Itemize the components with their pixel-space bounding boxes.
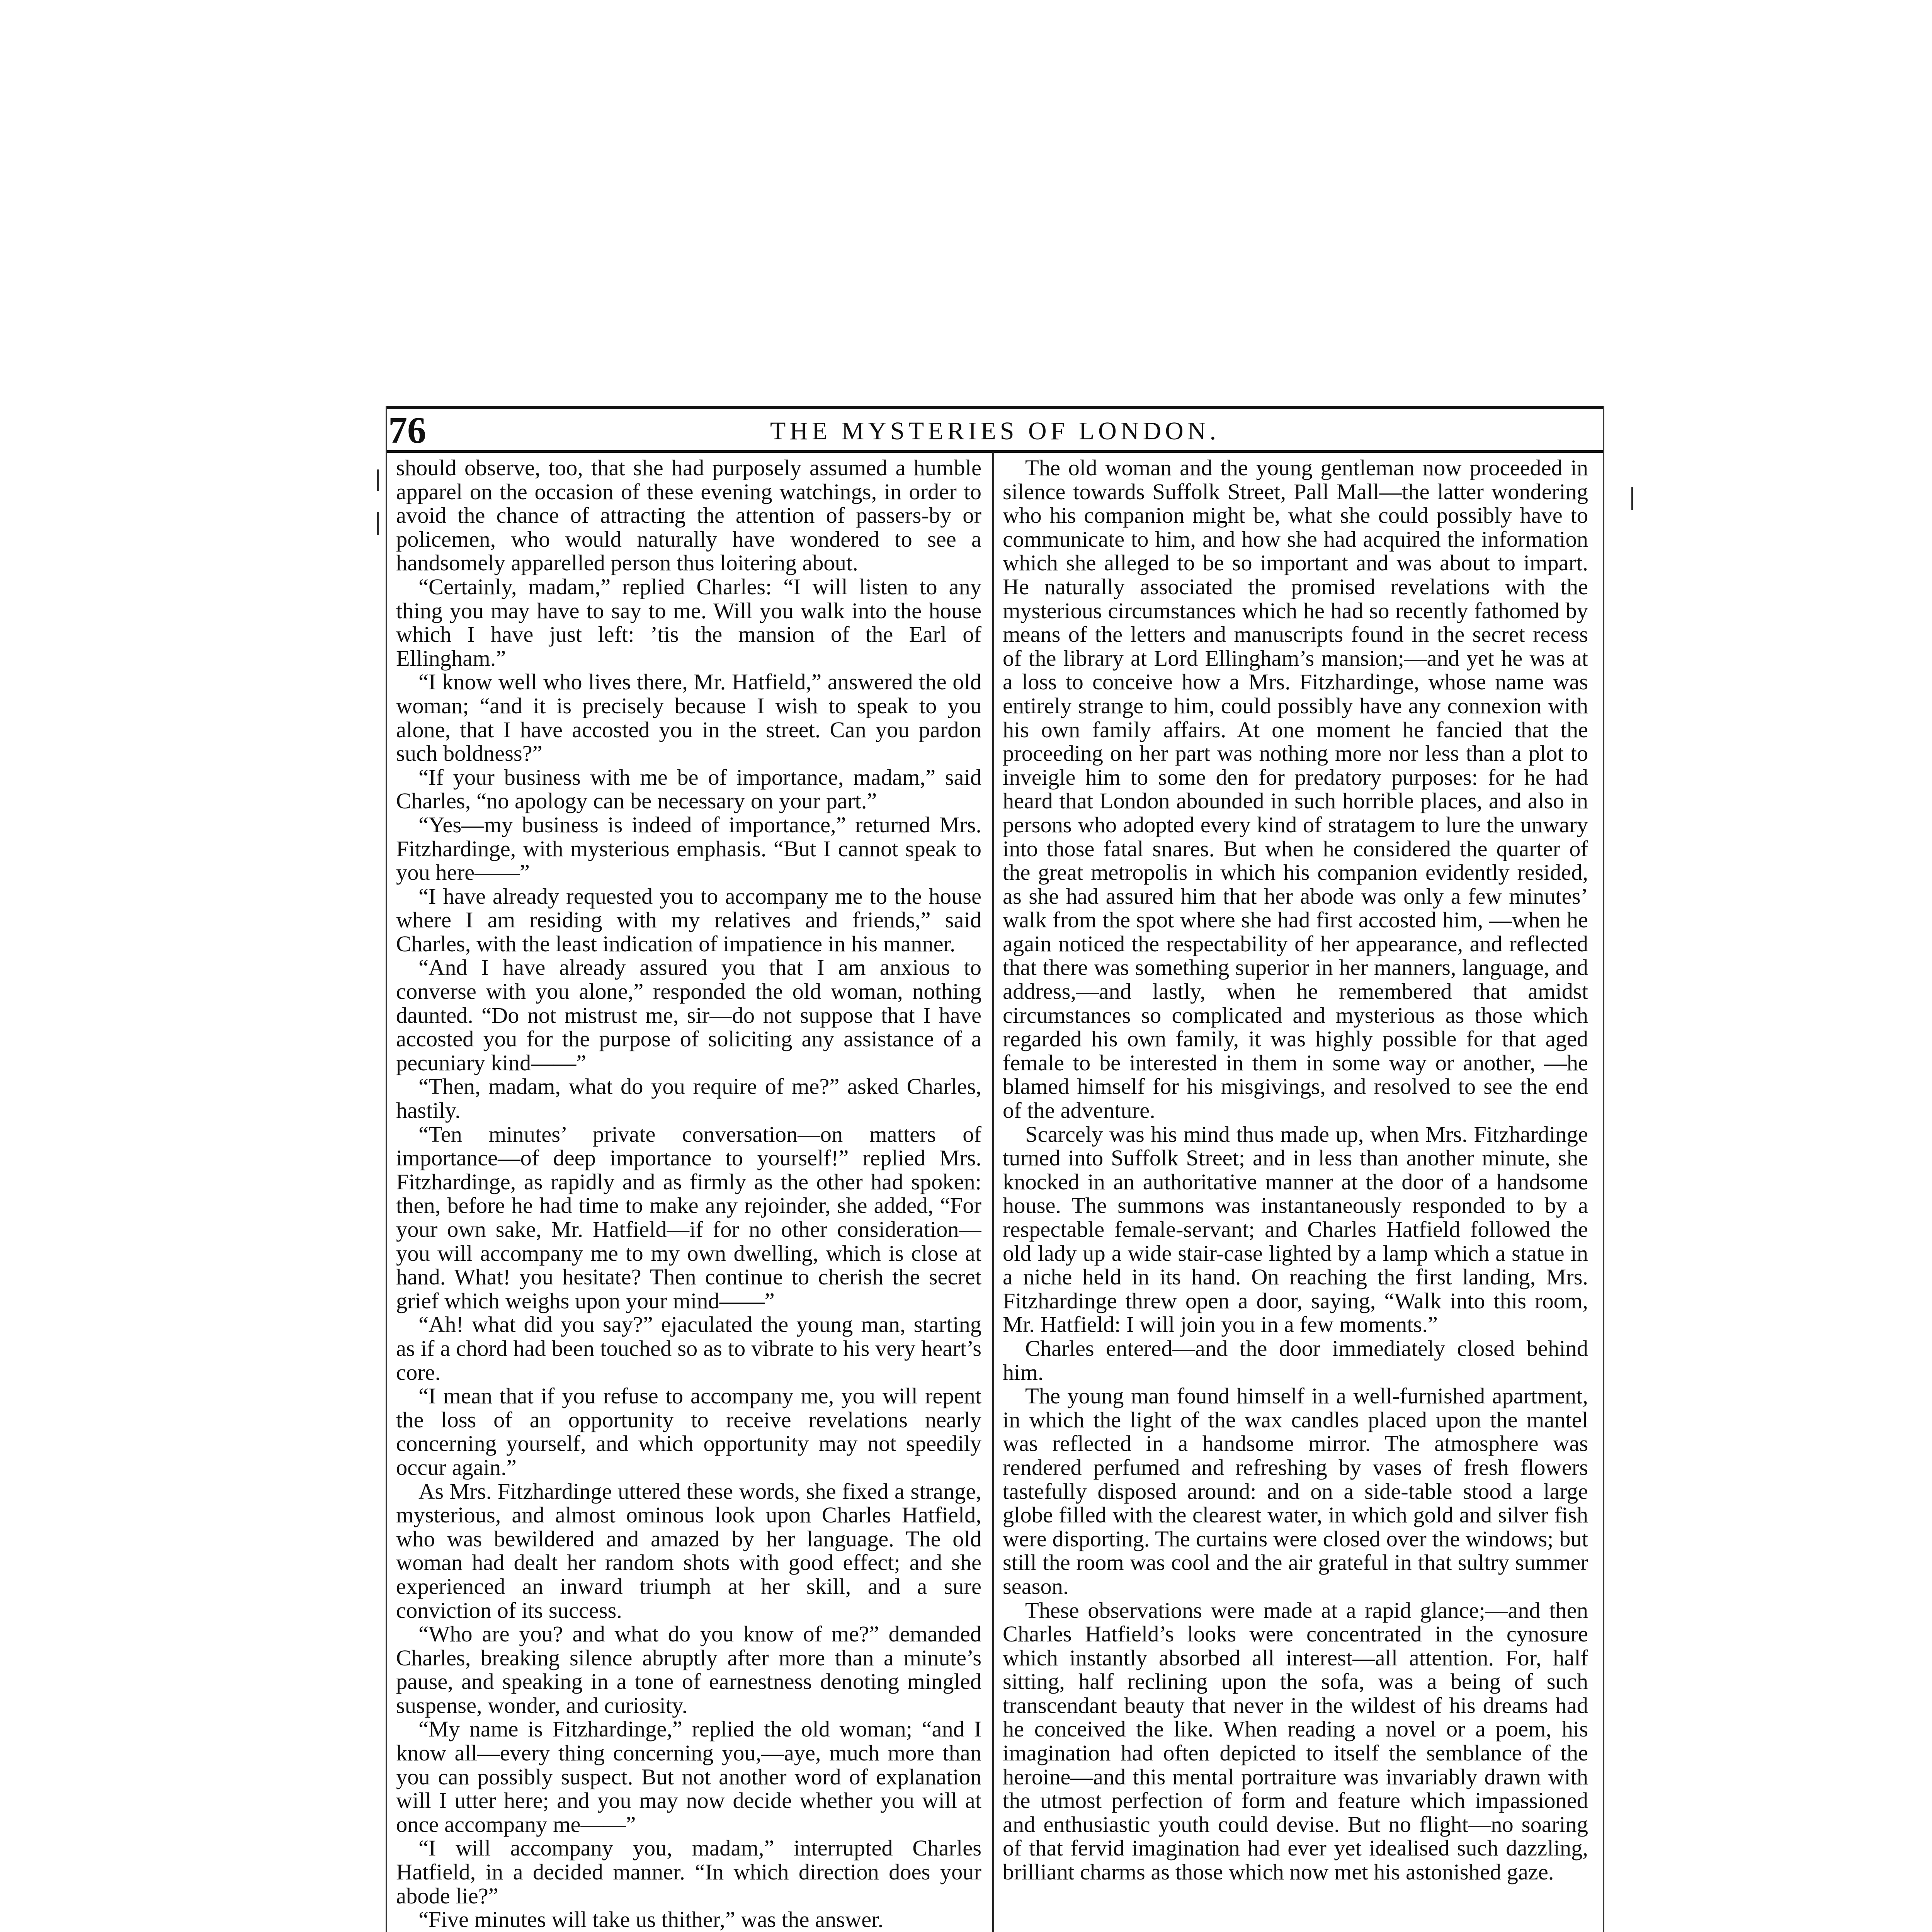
paragraph: The old woman and the young gentleman now proceeded in silence towards Suffolk Street, Pall Mall—the latter wondering who his companion might be, what she could possibly have to communicate to him, and how she had acquired the information which she alleged to be so important and was about to impart. He naturally associated the promised revelations with the mysterious circumstances which he had so recently fathomed by means of the letters and manuscripts found in the secret recess of the library at Lord Ellingham’s mansion;—and yet he was at a loss to conceive how a Mrs. Fitzhardinge, whose name was entirely strange to him, could possibly have any connexion with his own family affairs. At one moment he fancied that the proceeding on her part was nothing more nor less than a plot to inveigle him to some den for predatory purposes: for he had heard that London abounded in such horrible places, and also in persons who adopted every kind of stratagem to lure the unwary into those fatal snares. But when he considered the quarter of the great metropolis in which his companion evidently resided, as she had assured him that her abode was only a few minutes’ walk from the spot where she had first accosted him, —when he again noticed the respectability of her appearance, and reflected that there was something superior in her manners, language, and address,—and lastly, when he remembered that amidst circumstances so complicated and mysterious as those which regarded his own family, it was highly possible for that aged female to be interested in them in some way or another, —he blamed himself for his misgivings, and resolved to see the end of the adventure. <box>1003 456 1588 1123</box>
paragraph: “If your business with me be of importance, madam,” said Charles, “no apology can be necessary on your part.” <box>396 764 981 814</box>
paragraph: “I mean that if you refuse to accompany me, you will repent the loss of an opportunity to receive revelations nearly concerning yourself, and which opportunity may not speedily occur again.” <box>396 1383 981 1480</box>
header-rule-top <box>386 406 1604 409</box>
paragraph: “I have already requested you to accompany me to the house where I am residing with my relatives and friends,” said Charles, with the least indication of impatience in his manner. <box>396 883 981 956</box>
page-frame-right <box>1603 406 1604 1932</box>
page-number: 76 <box>388 410 426 451</box>
margin-mark <box>377 512 379 535</box>
paragraph: “Certainly, madam,” replied Charles: “I will listen to any thing you may have to say to me. Will you walk into the house which I have just left: ’tis the mansion of the Earl of Ellingham.” <box>396 574 981 671</box>
paragraph: As Mrs. Fitzhardinge uttered these words, she fixed a strange, mysterious, and almost ominous look upon Charles Hatfield, who was bewildered and amazed by her language. The old woman had dealt her random shots with good effect; and she experienced an inward triumph at her skill, and a sure conviction of its success. <box>396 1478 981 1623</box>
header-rule-bottom <box>386 450 1604 453</box>
paragraph: “Yes—my business is indeed of importance,” returned Mrs. Fitzhardinge, with mysterious emphasis. “But I cannot speak to you here——” <box>396 812 981 885</box>
margin-mark <box>377 469 379 491</box>
margin-mark <box>1631 487 1633 510</box>
paragraph: Scarcely was his mind thus made up, when Mrs. Fitzhardinge turned into Suffolk Street; and in less than another minute, she knocked in an authoritative manner at the door of a handsome house. The summons was instantaneously responded to by a respectable female-servant; and Charles Hatfield followed the old lady up a wide stair-case lighted by a lamp which a statue in a niche held in its hand. On reaching the first landing, Mrs. Fitzhardinge threw open a door, saying, “Walk into this room, Mr. Hatfield: I will join you in a few moments.” <box>1003 1121 1588 1337</box>
paragraph: “Ah! what did you say?” ejaculated the young man, starting as if a chord had been touched so as to vibrate to his very heart’s core. <box>396 1312 981 1385</box>
paragraph: “Ten minutes’ private conversation—on matters of importance—of deep importance to yourself!” replied Mrs. Fitzhardinge, as rapidly and as firmly as the other had spoken: then, before he had time to make any rejoinder, she added, “For your own sake, Mr. Hatfield—if for no other consideration—you will accompany me to my own dwelling, which is close at hand. What! you hesitate? Then continue to cherish the secret grief which weighs upon your mind——” <box>396 1121 981 1313</box>
paragraph: “And I have already assured you that I am anxious to converse with you alone,” responded the old woman, nothing daunted. “Do not mistrust me, sir—do not suppose that I have accosted you for the purpose of soliciting any assistance of a pecuniary kind——” <box>396 955 981 1075</box>
paragraph: “I know well who lives there, Mr. Hatfield,” answered the old woman; “and it is precisely because I wish to speak to you alone, that I have accosted you in the street. Can you pardon such boldness?” <box>396 669 981 766</box>
left-column <box>396 456 981 1932</box>
running-title: THE MYSTERIES OF LONDON. <box>770 417 1220 445</box>
paragraph: “Then, madam, what do you require of me?” asked Charles, hastily. <box>396 1074 981 1123</box>
paragraph: should observe, too, that she had purposely assumed a humble apparel on the occasion of these evening watchings, in order to avoid the chance of attracting the attention of passers-by or policemen, who would naturally have wondered to see a handsomely apparelled person thus loitering about. <box>396 456 981 576</box>
paragraph: The young man found himself in a well-furnished apartment, in which the light of the wax candles placed upon the mantel was reflected in a handsome mirror. The atmosphere was rendered perfumed and refreshing by vases of fresh flowers tastefully disposed around: and on a side-table stood a large globe filled with the clearest water, in which gold and silver fish were disporting. The curtains were closed over the windows; but still the room was cool and the air grateful in that sultry summer season. <box>1003 1383 1588 1599</box>
right-column <box>1003 456 1588 1932</box>
paragraph: These observations were made at a rapid glance;—and then Charles Hatfield’s looks were concentrated in the cynosure which instantly absorbed all interest—all attention. For, half sitting, half reclining upon the sofa, was a being of such transcendant beauty that never in the wildest of his dreams had he conceived the like. When reading a novel or a poem, his imagination had often depicted to itself the semblance of the heroine—and this mental portraiture was invariably drawn with the utmost perfection of form and feature which impassioned and enthusiastic youth could devise. But no flight—no soaring of that fervid imagination had ever yet idealised such dazzling, brilliant charms as those which now met his astonished gaze. <box>1003 1597 1588 1885</box>
column-divider <box>992 452 994 1932</box>
paragraph: Charles entered—and the door immediately closed behind him. <box>1003 1335 1588 1385</box>
page-frame-left <box>386 406 387 1932</box>
paragraph: “Five minutes will take us thither,” was the answer. <box>418 1907 884 1932</box>
paragraph: “I will accompany you, madam,” interrupted Charles Hatfield, in a decided manner. “In which direction does your abode lie?” <box>396 1835 981 1908</box>
paragraph: “Who are you? and what do you know of me?” demanded Charles, breaking silence abruptly after more than a minute’s pause, and speaking in a tone of earnestness denoting mingled suspense, wonder, and curiosity. <box>396 1621 981 1718</box>
paragraph: “My name is Fitzhardinge,” replied the old woman; “and I know all—every thing concerning you,—aye, much more than you can possibly suspect. But not another word of explanation will I utter here; and you may now decide whether you will at once accompany me——” <box>396 1716 981 1837</box>
